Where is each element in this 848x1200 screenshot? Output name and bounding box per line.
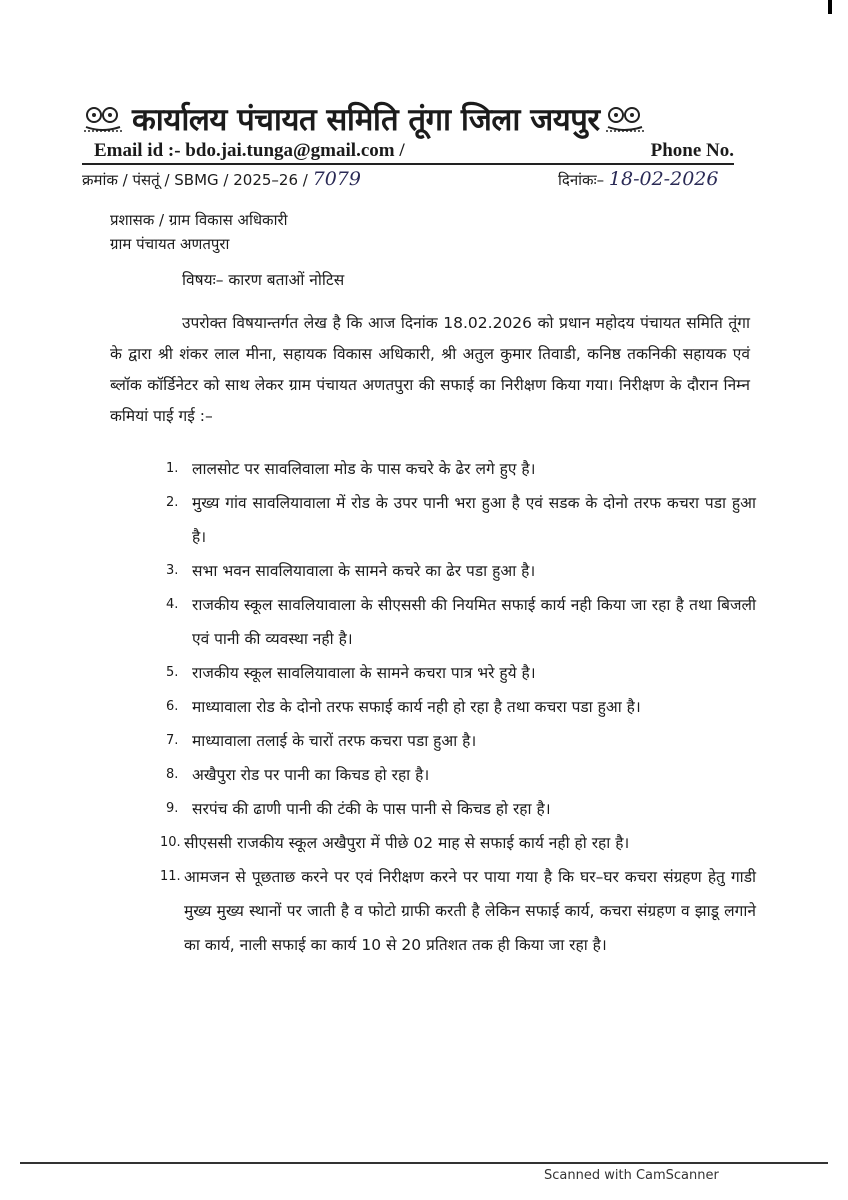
deficiency-list [160,452,756,962]
reference-row [82,168,742,190]
list-item [166,588,756,656]
list-item [160,860,756,962]
list-item [160,826,756,860]
item-number: 8. [166,767,179,782]
item-number: 5. [166,665,179,680]
office-title: कार्यालय पंचायत समिति तूंगा जिला जयपुर [132,102,600,138]
item-number: 4. [166,597,179,612]
item-text: लालसोट पर सावलिवाला मोड के पास कचरे के ढेर लगे हुए है। [192,460,536,478]
list-item [166,724,756,758]
date-value: 18-02-2026 [608,168,719,190]
item-number: 9. [166,801,179,816]
item-number: 6. [166,699,179,714]
reference-number: 7079 [312,168,361,190]
list-item [166,690,756,724]
addressee-block [110,208,288,256]
emblem-right-icon [602,103,652,135]
item-number: 10. [160,835,181,850]
date-label: दिनांकः– [558,171,605,189]
item-text: सभा भवन सावलियावाला के सामने कचरे का ढेर पडा हुआ है। [192,562,536,580]
list-item [166,452,756,486]
list-item [166,486,756,554]
email-text: Email id :- bdo.jai.tunga@gmail.com / [94,140,405,161]
footer-divider [20,1162,828,1164]
item-text: राजकीय स्कूल सावलियावाला के सीएससी की नियमित सफाई कार्य नही किया जा रहा है तथा बिजली एवं पानी की व्यवस्था नही है। [192,596,756,648]
item-text: सरपंच की ढाणी पानी की टंकी के पास पानी से किचड हो रहा है। [192,800,551,818]
reference-prefix: क्रमांक / पंसतूं / SBMG / 2025–26 / [82,171,308,189]
item-text: आमजन से पूछताछ करने पर एवं निरीक्षण करने पर पाया गया है कि घर–घर कचरा संग्रहण हेतु गाडी मुख्य मुख्य स्थानों पर जाती है व फोटो ग्राफी करती है लेकिन सफाई कार्य, कचरा संग्रहण व झाडू लगाने का कार्य, नाली सफाई का कार्य 10 से 20 प्रतिशत तक ही किया जा रहा है। [184,868,756,954]
header-divider [82,163,734,165]
list-item [166,554,756,588]
addressee-line-2: ग्राम पंचायत अणतपुरा [110,235,230,253]
date-group [558,168,718,190]
item-text: सीएससी राजकीय स्कूल अखैपुरा में पीछे 02 माह से सफाई कार्य नही हो रहा है। [184,834,630,852]
item-number: 7. [166,733,179,748]
item-text: माध्यावाला तलाई के चारों तरफ कचरा पडा हुआ है। [192,732,477,750]
contact-row [94,140,734,162]
body-paragraph: उपरोक्त विषयान्तर्गत लेख है कि आज दिनांक 18.02.2026 को प्रधान महोदय पंचायत समिति तूंगा के द्वारा श्री शंकर लाल मीना, सहायक विकास अधिकारी, श्री अतुल कुमार तिवाडी, कनिष्ठ तकनिकी सहायक एवं ब्लॉक कॉर्डिनेटर को साथ लेकर ग्राम पंचायत अणतपुरा की सफाई का निरीक्षण किया गया। निरीक्षण के दौरान निम्न कमियां पाई गई :– [110,314,750,425]
addressee-line-1: प्रशासक / ग्राम विकास अधिकारी [110,211,288,229]
item-number: 1. [166,461,179,476]
list-item [166,792,756,826]
letterhead-title-row [80,98,730,140]
item-number: 2. [166,495,179,510]
emblem-left-icon [80,103,130,135]
list-item [166,758,756,792]
phone-label: Phone No. [650,140,734,161]
item-text: अखैपुरा रोड पर पानी का किचड हो रहा है। [192,766,430,784]
item-text: राजकीय स्कूल सावलियावाला के सामने कचरा पात्र भरे हुये है। [192,664,536,682]
item-number: 11. [160,869,181,884]
scanner-watermark: Scanned with CamScanner [544,1168,719,1183]
item-text: माध्यावाला रोड के दोनो तरफ सफाई कार्य नही हो रहा है तथा कचरा पडा हुआ है। [192,698,641,716]
subject-line: विषयः– कारण बताओं नोटिस [182,271,345,289]
item-number: 3. [166,563,179,578]
list-item [166,656,756,690]
scan-edge-mark [828,0,832,14]
item-text: मुख्य गांव सावलियावाला में रोड के उपर पानी भरा हुआ है एवं सडक के दोनो तरफ कचरा पडा हुआ है। [192,494,756,546]
